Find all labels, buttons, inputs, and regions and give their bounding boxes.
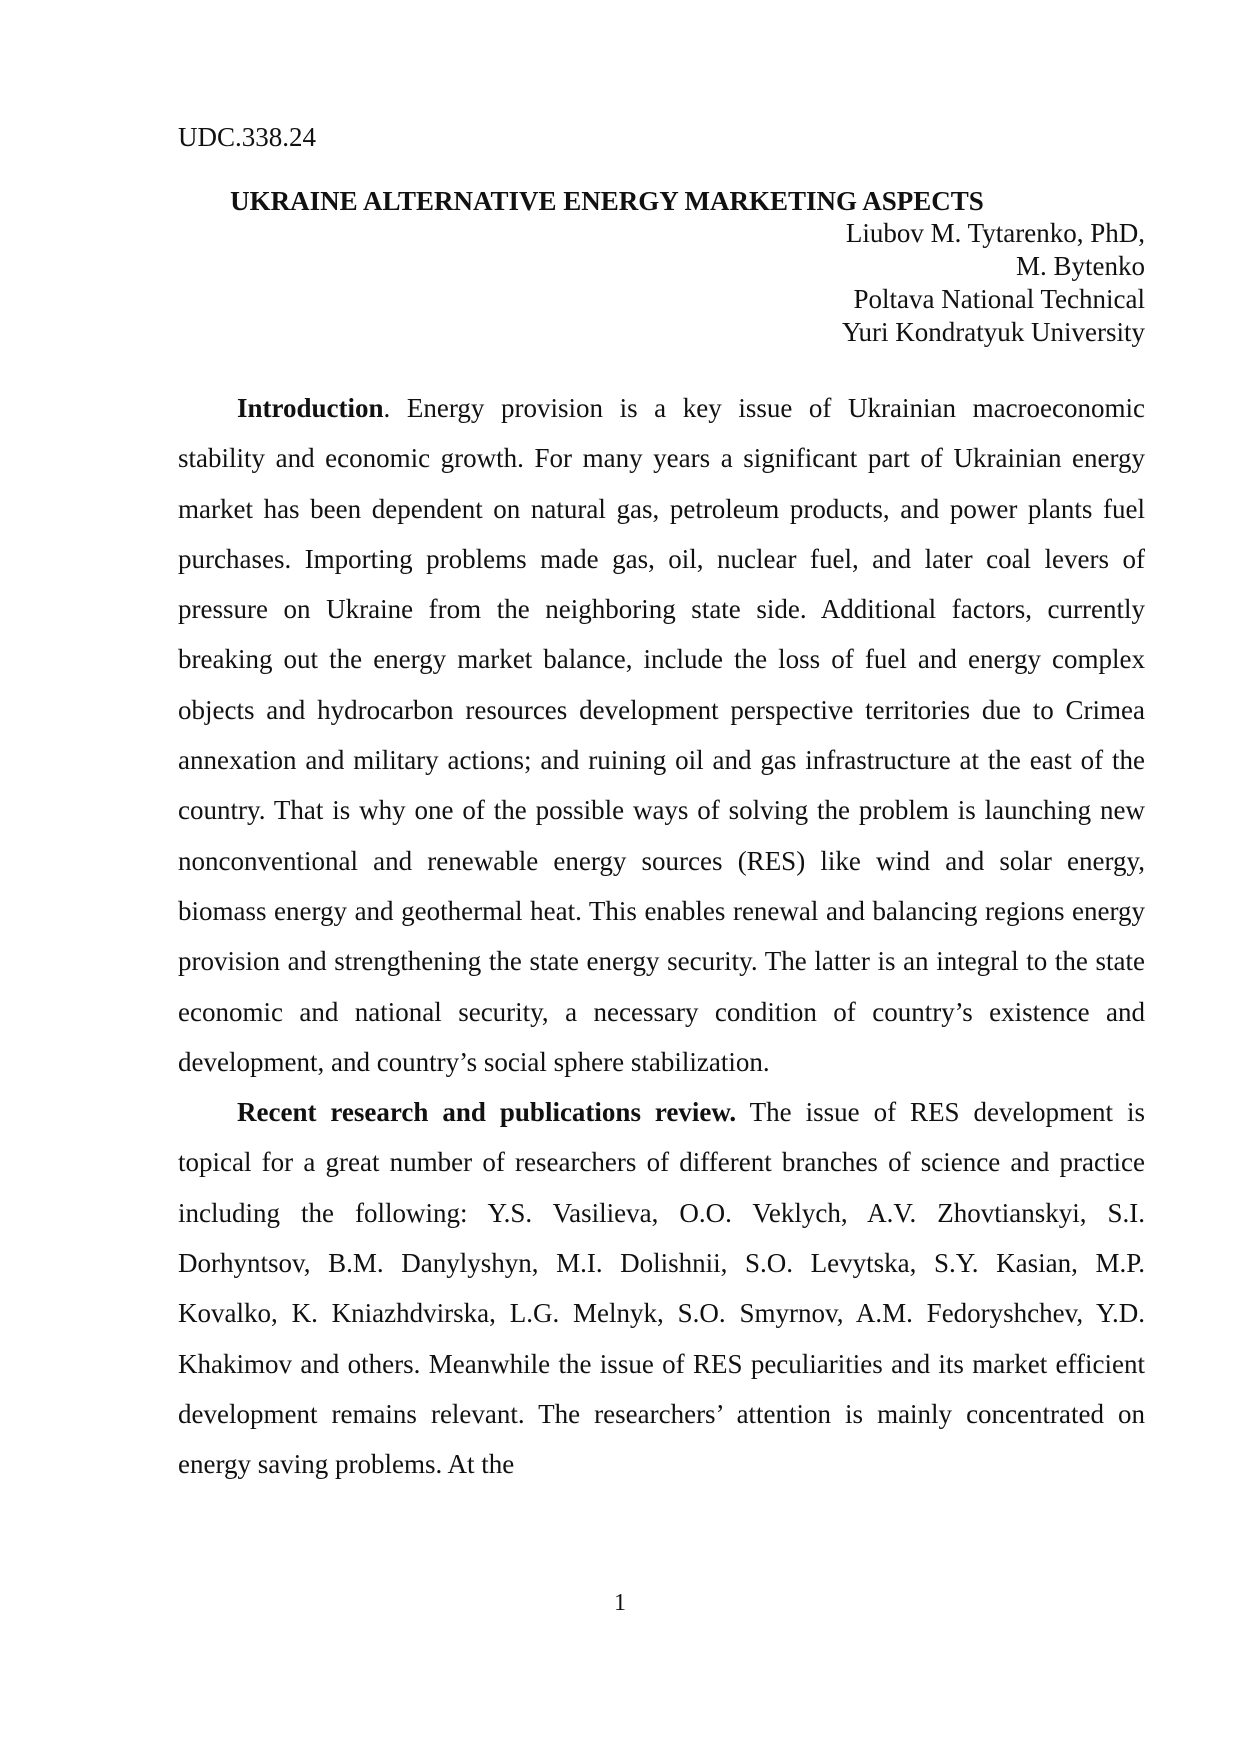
- affiliation-line: Yuri Kondratyuk University: [842, 317, 1145, 347]
- paragraph-text: . Energy provision is a key issue of Ukrainian macroeconomic stability and economic growth. For many years a significant part of Ukrainian energy market has been dependent on natural gas, petroleum products, and power plants fuel purchases. Importing problems made gas, oil, nuclear fuel, and later coal levers of pressure on Ukraine from the neighboring state side. Additional factors, currently breaking out the energy market balance, include the loss of fuel and energy complex objects and hydrocarbon resources development perspective territories due to Crimea annexation and military actions; and ruining oil and gas infrastructure at the east of the country. That is why one of the possible ways of solving the problem is launching new nonconventional and renewable energy sources (RES) like wind and solar energy, biomass energy and geothermal heat. This enables renewal and balancing regions energy provision and strengthening the state energy security. The latter is an integral to the state economic and national security, a necessary condition of country’s existence and development, and country’s social sphere stabilization.: [178, 393, 1145, 1077]
- introduction-paragraph: [178, 383, 1145, 1087]
- paper-title: UKRAINE ALTERNATIVE ENERGY MARKETING ASPECTS: [230, 186, 984, 216]
- literature-review-paragraph: [178, 1087, 1145, 1489]
- udc-code: UDC.338.24: [178, 122, 317, 152]
- section-heading-introduction: Introduction: [237, 393, 384, 423]
- affiliation-line: Poltava National Technical: [853, 284, 1145, 314]
- author-block: [842, 217, 1145, 349]
- paragraph-text: The issue of RES development is topical for a great number of researchers of different branches of science and practice including the following: Y.S. Vasilieva, O.O. Veklych, A.V. Zhovtianskyi, S.I. Dorhyntsov, B.M. Danylyshyn, M.I. Dolishnii, S.O. Levytska, S.Y. Kasian, M.P. Kovalko, K. Kniazhdvirska, L.G. Melnyk, S.O. Smyrnov, A.M. Fedoryshchev, Y.D. Khakimov and others. Meanwhile the issue of RES peculiarities and its market efficient development remains relevant. The researchers’ attention is mainly concentrated on energy saving problems. At the: [178, 1097, 1145, 1480]
- body-text: [178, 383, 1145, 1490]
- page-number: 1: [614, 1590, 626, 1616]
- section-heading-review: Recent research and publications review.: [237, 1097, 737, 1128]
- author-line: Liubov M. Tytarenko, PhD,: [845, 218, 1145, 248]
- author-line: M. Bytenko: [1015, 251, 1145, 281]
